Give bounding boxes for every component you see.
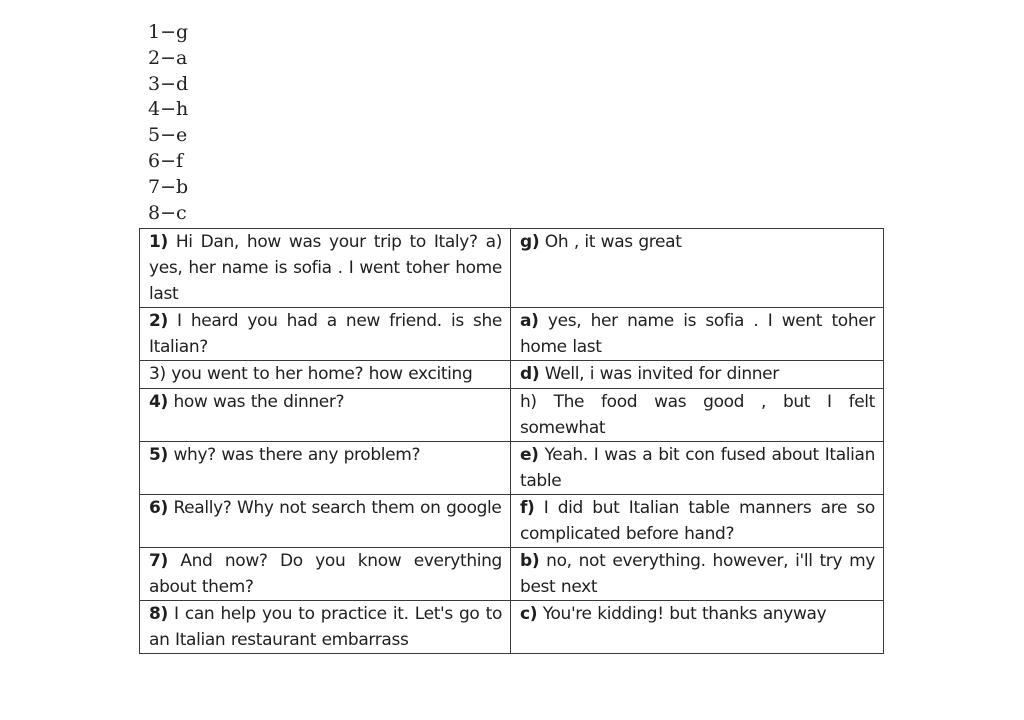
answer-cell: [511, 601, 884, 654]
answer-cell: [511, 361, 884, 389]
answer-text: Yeah. I was a bit con fused about Italian table: [520, 445, 875, 491]
question-label: 6): [149, 498, 168, 518]
answer-label: d): [520, 364, 540, 384]
answer-text: no, not everything. however, i'll try my best next: [520, 551, 875, 597]
question-text: 3) you went to her home? how exciting: [149, 364, 473, 384]
question-text: how was the dinner?: [167, 392, 345, 412]
question-cell: [140, 229, 511, 308]
answer-text: Oh , it was great: [539, 232, 682, 252]
question-cell: [140, 495, 511, 548]
answer-text: I did but Italian table manners are so complicated before hand?: [520, 498, 875, 544]
table-row: [140, 229, 884, 308]
table-row: [140, 442, 884, 495]
answer-key-item: 7−b: [148, 175, 189, 198]
answer-key-item: 2−a: [148, 46, 188, 69]
answer-text: You're kidding! but thanks anyway: [537, 604, 827, 624]
table-row: [140, 548, 884, 601]
answer-text: yes, her name is sofia . I went toher home last: [520, 311, 875, 357]
question-label: 4): [149, 392, 168, 412]
answer-cell: [511, 229, 884, 308]
question-text: Hi Dan, how was your trip to Italy? a) yes, her name is sofia . I went toher home last: [149, 232, 502, 304]
question-label: 7): [149, 551, 168, 571]
answer-label: f): [520, 498, 535, 518]
answer-cell: [511, 389, 884, 442]
table-row: [140, 308, 884, 361]
answer-cell: [511, 548, 884, 601]
dialogue-matching-table: [139, 228, 884, 654]
answer-text: Well, i was invited for dinner: [539, 364, 779, 384]
question-label: 1): [149, 232, 168, 252]
table-row: [140, 495, 884, 548]
question-label: 2): [149, 311, 168, 331]
answer-label: c): [520, 604, 538, 624]
answer-key-item: 8−c: [148, 201, 187, 224]
question-text: And now? Do you know everything about them?: [149, 551, 502, 597]
question-cell: [140, 361, 511, 389]
question-cell: [140, 308, 511, 361]
answer-label: e): [520, 445, 539, 465]
question-text: Really? Why not search them on google: [167, 498, 502, 518]
answer-cell: [511, 442, 884, 495]
answer-key-item: 6−f: [148, 149, 184, 172]
answer-cell: [511, 495, 884, 548]
table-row: [140, 361, 884, 389]
question-cell: [140, 548, 511, 601]
question-label: 5): [149, 445, 168, 465]
question-label: 8): [149, 604, 168, 624]
table-row: [140, 601, 884, 654]
answer-key-list: [148, 20, 188, 226]
question-text: I heard you had a new friend. is she Italian?: [149, 311, 502, 357]
answer-text: h) The food was good , but I felt somewhat: [520, 392, 875, 438]
table-row: [140, 389, 884, 442]
answer-key-item: 3−d: [148, 72, 189, 95]
answer-key-item: 1−g: [148, 21, 189, 43]
answer-label: g): [520, 232, 540, 252]
answer-key-item: 4−h: [148, 98, 189, 121]
answer-label: a): [520, 311, 539, 331]
question-text: why? was there any problem?: [167, 445, 421, 465]
answer-cell: [511, 308, 884, 361]
answer-label: b): [520, 551, 540, 571]
question-text: I can help you to practice it. Let's go to an Italian restaurant embarrass: [149, 604, 502, 650]
question-cell: [140, 389, 511, 442]
question-cell: [140, 601, 511, 654]
question-cell: [140, 442, 511, 495]
answer-key-item: 5−e: [148, 124, 188, 147]
